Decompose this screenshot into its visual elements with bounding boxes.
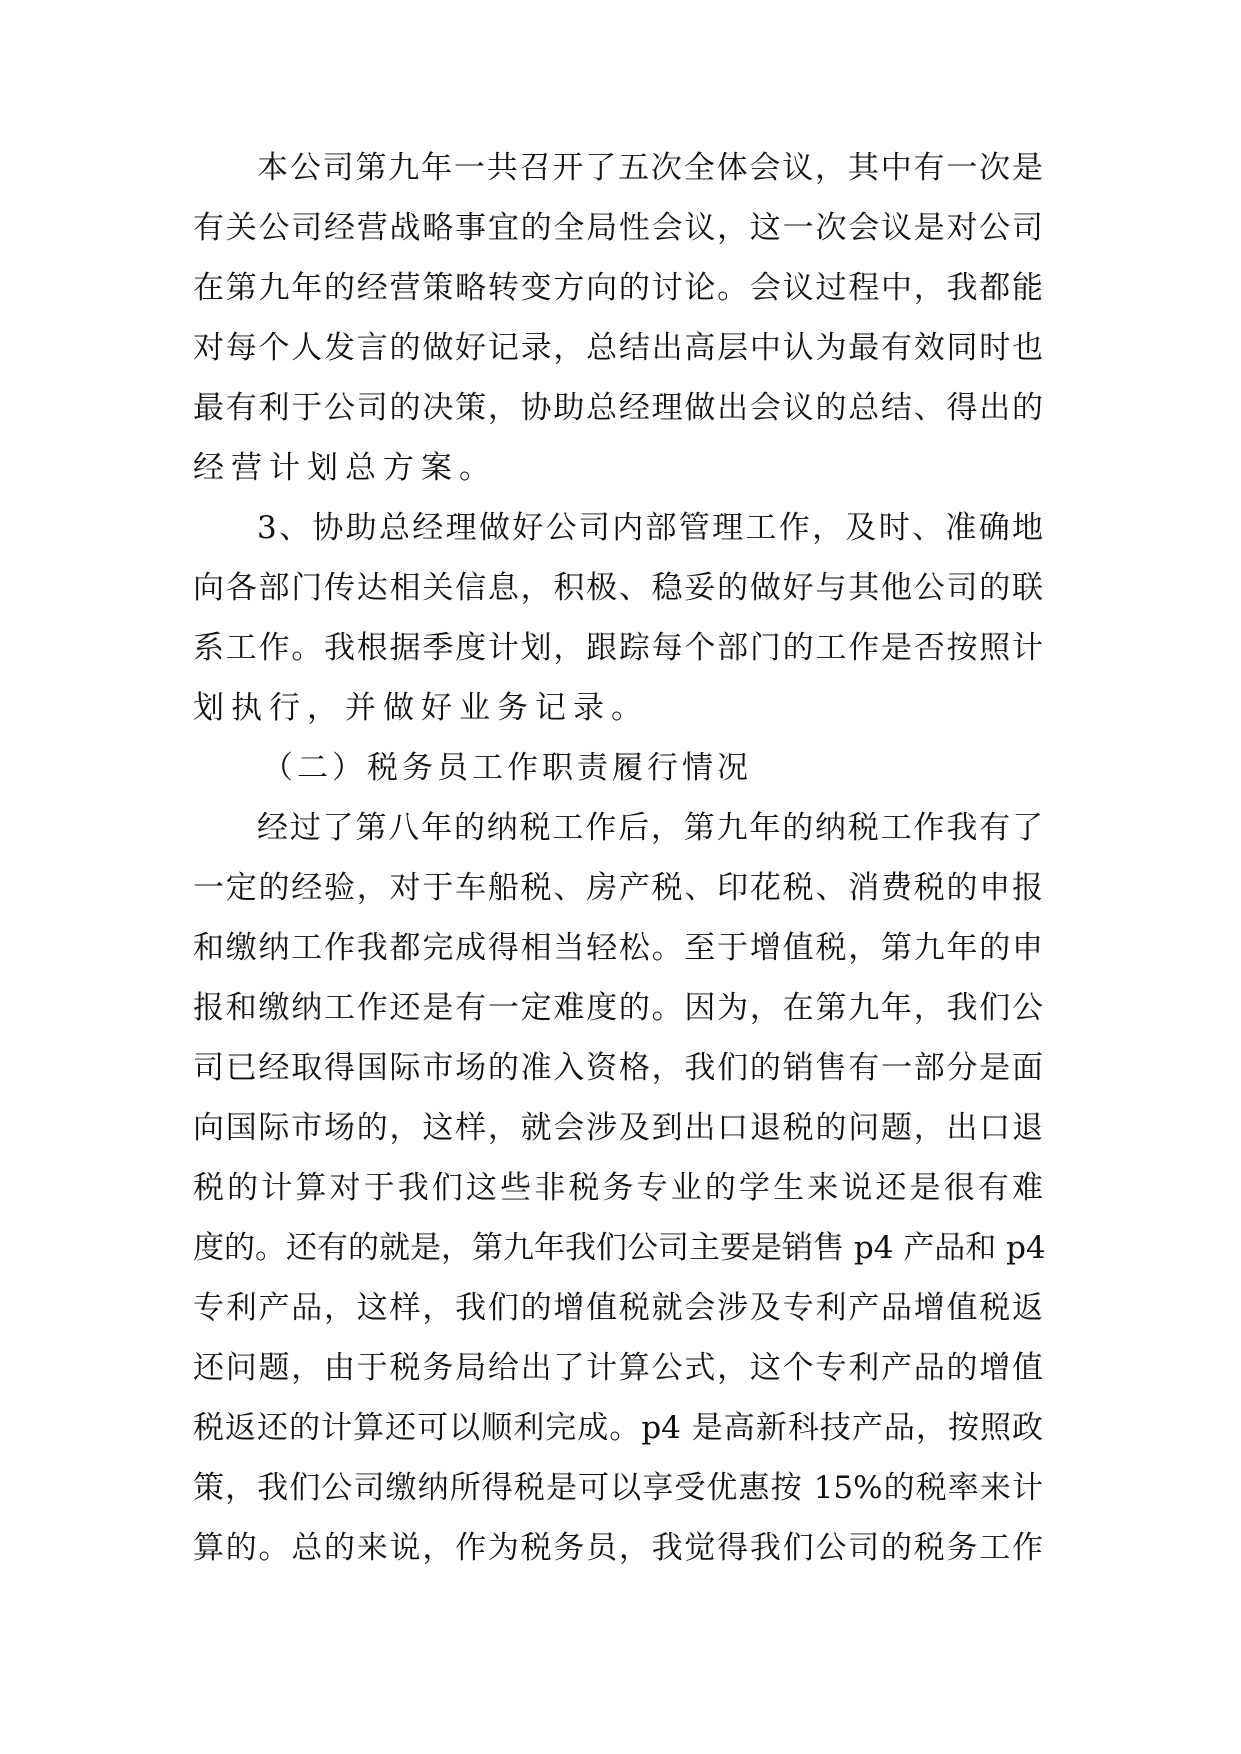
text-line: 专利产品，这样，我们的增值税就会涉及专利产品增值税返 [193,1290,1043,1326]
text-line: 最有利于公司的决策，协助总经理做出会议的总结、得出的 [193,390,1043,426]
text-line: 向国际市场的，这样，就会涉及到出口退税的问题，出口退 [193,1110,1043,1146]
text-line: 在第九年的经营策略转变方向的讨论。会议过程中，我都能 [193,270,1043,306]
section-heading: （二）税务员工作职责履行情况 [262,750,752,786]
text-line: 还问题，由于税务局给出了计算公式，这个专利产品的增值 [193,1350,1043,1386]
text-line: 经营计划总方案。 [193,450,497,486]
text-line: 一定的经验，对于车船税、房产税、印花税、消费税的申报 [193,870,1043,906]
text-line: 3、协助总经理做好公司内部管理工作，及时、准确地 [257,510,1043,546]
text-line: 经过了第八年的纳税工作后，第九年的纳税工作我有了 [257,810,1043,846]
text-line: 和缴纳工作我都完成得相当轻松。至于增值税，第九年的申 [193,930,1043,966]
text-line: 划执行，并做好业务记录。 [193,690,649,726]
text-line: 税返还的计算还可以顺利完成。p4 是高新科技产品，按照政 [193,1410,1043,1446]
text-line: 对每个人发言的做好记录，总结出高层中认为最有效同时也 [193,330,1043,366]
text-line: 司已经取得国际市场的准入资格，我们的销售有一部分是面 [193,1050,1043,1086]
text-line: 报和缴纳工作还是有一定难度的。因为，在第九年，我们公 [193,990,1043,1026]
text-line: 有关公司经营战略事宜的全局性会议，这一次会议是对公司 [193,210,1043,246]
text-line: 本公司第九年一共召开了五次全体会议，其中有一次是 [257,150,1043,186]
text-line: 税的计算对于我们这些非税务专业的学生来说还是很有难 [193,1170,1043,1206]
text-line: 策，我们公司缴纳所得税是可以享受优惠按 15%的税率来计 [193,1470,1043,1506]
text-line: 度的。还有的就是，第九年我们公司主要是销售 p4 产品和 p4 [193,1230,1046,1266]
text-line: 向各部门传达相关信息，积极、稳妥的做好与其他公司的联 [193,570,1043,606]
text-line: 系工作。我根据季度计划，跟踪每个部门的工作是否按照计 [193,630,1043,666]
text-line: 算的。总的来说，作为税务员，我觉得我们公司的税务工作 [193,1530,1043,1566]
